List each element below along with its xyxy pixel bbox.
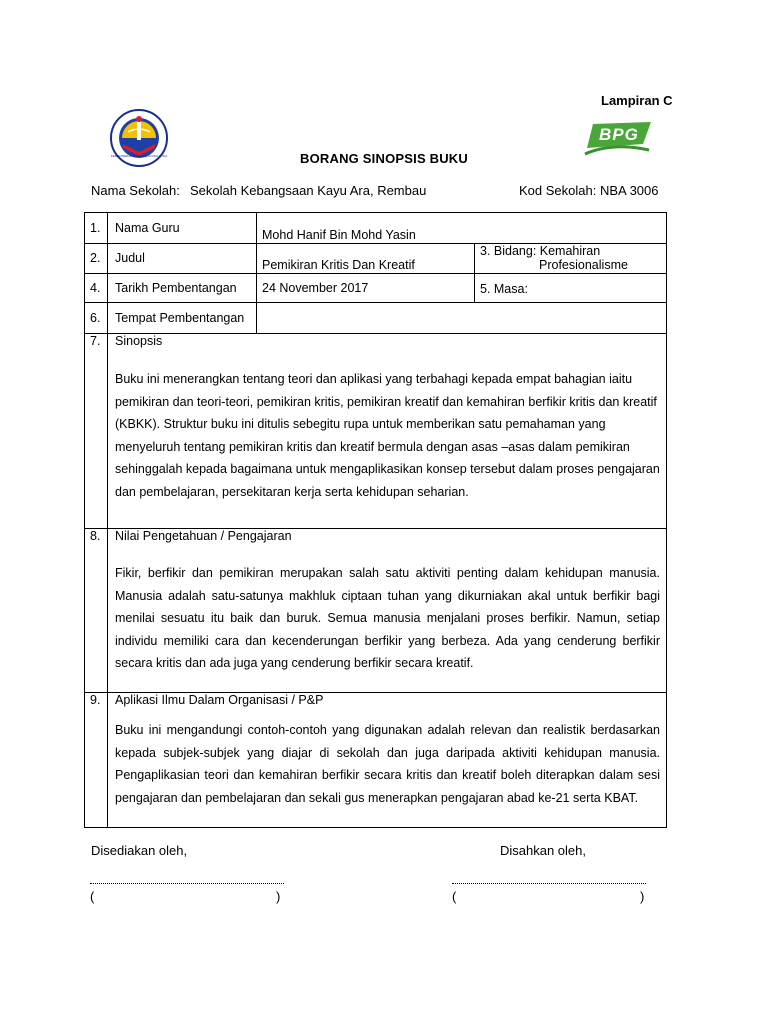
presentation-date-field[interactable]: 24 November 2017: [262, 281, 369, 295]
prepared-signature-line[interactable]: [90, 882, 284, 884]
prepared-by-label: Disediakan oleh,: [91, 843, 188, 858]
book-title-field[interactable]: Pemikiran Kritis Dan Kreatif: [262, 258, 415, 272]
knowledge-value-label: Nilai Pengetahuan / Pengajaran: [115, 529, 292, 543]
approved-close-paren: ): [640, 889, 645, 904]
row-number: 6.: [90, 311, 101, 325]
row-number: 4.: [90, 281, 101, 295]
duration-label: 5. Masa:: [480, 282, 528, 296]
row-number: 2.: [90, 251, 101, 265]
application-text: Buku ini mengandungi contoh-contoh yang digunakan adalah relevan dan realistik berdasarkan kepada subjek-subjek yang diajar di sekolah dan juga daripada aktiviti kehidupan manusia. Pengaplikasian teori dan kemahiran berfikir secara kritis dan kreatif boleh diterapkan dalam sesi pengajaran dan pembelajaran dan sekali gus menerapkan pengajaran abad ke-21 serta KBAT.: [115, 723, 660, 805]
field-label: 3. Bidang: Kemahiran: [480, 244, 601, 258]
school-code: Kod Sekolah: NBA 3006: [519, 183, 659, 198]
synopsis-form-table: [84, 212, 667, 828]
logo-left-text: KEMENTERIAN PENDIDIKAN MALAYSIA: [110, 154, 168, 158]
teacher-name-field[interactable]: Mohd Hanif Bin Mohd Yasin: [262, 228, 416, 242]
row-number: 8.: [90, 529, 101, 543]
row-number: 7.: [90, 334, 101, 348]
field-value: Profesionalisme: [539, 258, 628, 272]
approved-open-paren: (: [452, 889, 457, 904]
presentation-venue-label: Tempat Pembentangan: [115, 311, 245, 325]
approved-by-label: Disahkan oleh,: [500, 843, 586, 858]
school-name-value: Sekolah Kebangsaan Kayu Ara, Rembau: [190, 183, 427, 198]
synopsis-label: Sinopsis: [115, 334, 163, 348]
presentation-date-label: Tarikh Pembentangan: [115, 281, 237, 295]
bpg-logo-text: BPG: [599, 125, 639, 144]
synopsis-text: Buku ini menerangkan tentang teori dan aplikasi yang terbahagi kepada empat bahagian iaitu pemikiran dan teori-teori, pemikiran kritis, pemikiran kreatif dan kemahiran berfikir kritis dan kreatif (KBKK). Struktur buku ini ditulis sebegitu rupa untuk memberikan satu pemahaman yang menyeluruh tentang pemikiran kritis dan kreatif bermula dengan asas –asas dalam pemikiran sehinggalah kepada bagaimana untuk mengaplikasikan konsep tersebut dalam proses pengajaran dan pembelajaran, persekitaran kerja serta kehidupan seharian.: [115, 372, 660, 499]
knowledge-value-text: Fikir, berfikir dan pemikiran merupakan salah satu aktiviti penting dalam kehidupan manusia. Manusia adalah satu-satunya makhluk ciptaan tuhan yang dikurniakan akal untuk berfikir bagi menilai sesuatu itu baik dan buruk. Semua manusia menjalani proses berfikir. Namun, setiap individu memiliki cara dan kecenderungan berfikir yang berbeza. Ada yang cenderung berfikir secara kritis dan ada juga yang cenderung berfikir secara kreatif.: [115, 566, 660, 670]
lampiran-label: Lampiran C: [601, 93, 673, 108]
row-number: 9.: [90, 693, 101, 707]
prepared-open-paren: (: [90, 889, 95, 904]
page-title: BORANG SINOPSIS BUKU: [300, 151, 468, 166]
application-label: Aplikasi Ilmu Dalam Organisasi / P&P: [115, 693, 324, 707]
teacher-name-label: Nama Guru: [115, 221, 180, 235]
approved-signature-line[interactable]: [452, 882, 646, 884]
title-label: Judul: [115, 251, 145, 265]
prepared-close-paren: ): [276, 889, 281, 904]
row-number: 1.: [90, 221, 101, 235]
school-name-label: Nama Sekolah:: [91, 183, 180, 198]
